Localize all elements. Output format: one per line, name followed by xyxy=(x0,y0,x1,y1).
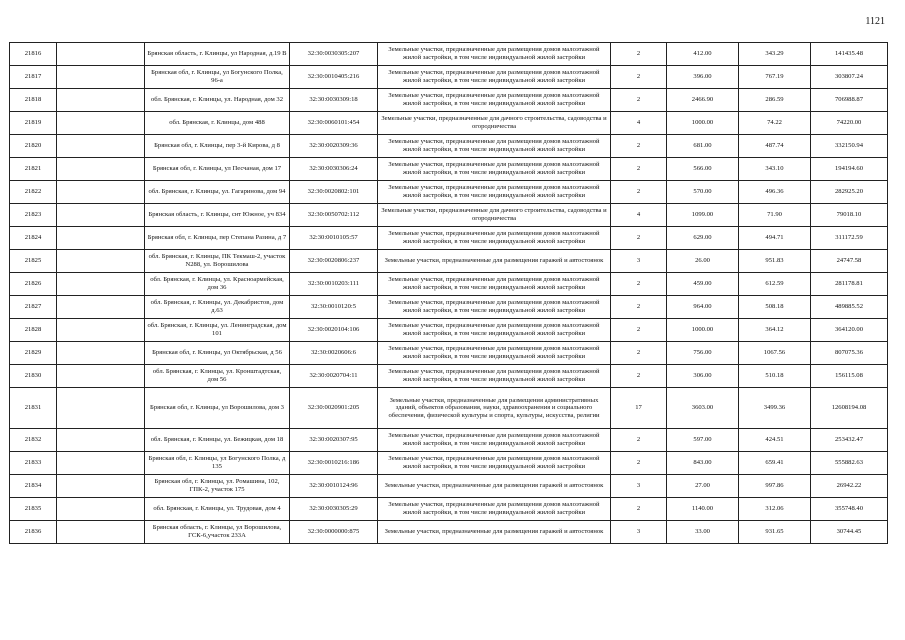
table-row xyxy=(10,227,888,250)
cadastral-number-cell: 32:30:0020806:237 xyxy=(290,250,378,273)
row-number-cell: 21831 xyxy=(10,388,57,429)
land-use-cell: Земельные участки, предназначенные для размещения домов малоэтажной жилой застройки, в том числе индивидуальной жилой застройки xyxy=(378,342,611,365)
land-use-cell: Земельные участки, предназначенные для размещения административных зданий, объектов образования, науки, здравоохранения и социального обеспечения, физической культуры и спорта, культуры, искусства, религии xyxy=(378,388,611,429)
row-number-cell: 21829 xyxy=(10,342,57,365)
cadastral-number-cell: 32:30:0020704:11 xyxy=(290,365,378,388)
row-number-cell: 21818 xyxy=(10,89,57,112)
cadastral-value-cell: 706988.87 xyxy=(811,89,888,112)
cadastral-number-cell: 32:30:0010216:186 xyxy=(290,452,378,475)
group-cell: 4 xyxy=(611,112,667,135)
empty-cell xyxy=(57,475,145,498)
table-row xyxy=(10,319,888,342)
cadastral-number-cell: 32:30:0020606:6 xyxy=(290,342,378,365)
table-row xyxy=(10,181,888,204)
group-cell: 2 xyxy=(611,135,667,158)
cadastral-number-cell: 32:30:0030305:29 xyxy=(290,498,378,521)
row-number-cell: 21816 xyxy=(10,43,57,66)
land-use-cell: Земельные участки, предназначенные для размещения домов малоэтажной жилой застройки, в том числе индивидуальной жилой застройки xyxy=(378,452,611,475)
specific-value-cell: 1067.56 xyxy=(739,342,811,365)
specific-value-cell: 343.10 xyxy=(739,158,811,181)
area-cell: 1000.00 xyxy=(667,319,739,342)
cadastral-value-cell: 807075.36 xyxy=(811,342,888,365)
land-use-cell: Земельные участки, предназначенные для дачного строительства, садоводства и огородничества xyxy=(378,204,611,227)
row-number-cell: 21824 xyxy=(10,227,57,250)
empty-cell xyxy=(57,521,145,544)
empty-cell xyxy=(57,227,145,250)
cadastral-value-cell: 253432.47 xyxy=(811,429,888,452)
land-use-cell: Земельные участки, предназначенные для размещения домов малоэтажной жилой застройки, в том числе индивидуальной жилой застройки xyxy=(378,365,611,388)
area-cell: 3603.00 xyxy=(667,388,739,429)
area-cell: 964.00 xyxy=(667,296,739,319)
group-cell: 2 xyxy=(611,158,667,181)
row-number-cell: 21826 xyxy=(10,273,57,296)
address-cell: Брянская обл, г. Клинцы, ул Песчаная, дом 17 xyxy=(145,158,290,181)
group-cell: 17 xyxy=(611,388,667,429)
specific-value-cell: 286.59 xyxy=(739,89,811,112)
area-cell: 33.00 xyxy=(667,521,739,544)
group-cell: 2 xyxy=(611,296,667,319)
group-cell: 2 xyxy=(611,227,667,250)
land-use-cell: Земельные участки, предназначенные для размещения домов малоэтажной жилой застройки, в том числе индивидуальной жилой застройки xyxy=(378,181,611,204)
empty-cell xyxy=(57,204,145,227)
cadastral-value-cell: 24747.58 xyxy=(811,250,888,273)
table-row xyxy=(10,273,888,296)
cadastral-number-cell: 32:30:0020309:36 xyxy=(290,135,378,158)
empty-cell xyxy=(57,43,145,66)
area-cell: 570.00 xyxy=(667,181,739,204)
page-number: 1121 xyxy=(865,16,885,27)
group-cell: 2 xyxy=(611,365,667,388)
cadastral-value-cell: 332150.94 xyxy=(811,135,888,158)
cadastral-number-cell: 32:30:0000000:875 xyxy=(290,521,378,544)
empty-cell xyxy=(57,112,145,135)
address-cell: обл. Брянская, г. Клинцы, ул. Трудовая, дом 4 xyxy=(145,498,290,521)
land-use-cell: Земельные участки, предназначенные для размещения гаражей и автостоянок xyxy=(378,250,611,273)
area-cell: 26.00 xyxy=(667,250,739,273)
empty-cell xyxy=(57,388,145,429)
land-use-cell: Земельные участки, предназначенные для размещения домов малоэтажной жилой застройки, в том числе индивидуальной жилой застройки xyxy=(378,158,611,181)
cadastral-number-cell: 32:30:0020104:106 xyxy=(290,319,378,342)
cadastral-value-cell: 194194.60 xyxy=(811,158,888,181)
table-row xyxy=(10,521,888,544)
empty-cell xyxy=(57,250,145,273)
table-row xyxy=(10,158,888,181)
area-cell: 597.00 xyxy=(667,429,739,452)
specific-value-cell: 71.90 xyxy=(739,204,811,227)
specific-value-cell: 494.71 xyxy=(739,227,811,250)
row-number-cell: 21828 xyxy=(10,319,57,342)
area-cell: 756.00 xyxy=(667,342,739,365)
cadastral-number-cell: 32:30:0060101:454 xyxy=(290,112,378,135)
cadastral-value-table xyxy=(9,42,888,544)
cadastral-number-cell: 32:30:0010405:216 xyxy=(290,66,378,89)
area-cell: 1000.00 xyxy=(667,112,739,135)
address-cell: Брянская обл, г. Клинцы, пер 3-й Кирова, д 8 xyxy=(145,135,290,158)
cadastral-value-cell: 156115.08 xyxy=(811,365,888,388)
specific-value-cell: 364.12 xyxy=(739,319,811,342)
table-row xyxy=(10,43,888,66)
cadastral-number-cell: 32:30:0010203:111 xyxy=(290,273,378,296)
cadastral-number-cell: 32:30:0010124:96 xyxy=(290,475,378,498)
address-cell: Брянская обл, г. Клинцы, пер Степана Разина, д 7 xyxy=(145,227,290,250)
group-cell: 2 xyxy=(611,498,667,521)
specific-value-cell: 508.18 xyxy=(739,296,811,319)
address-cell: Брянская область, г. Клинцы, ул Ворошилова, ГСК-6,участок 233А xyxy=(145,521,290,544)
group-cell: 3 xyxy=(611,475,667,498)
group-cell: 2 xyxy=(611,181,667,204)
empty-cell xyxy=(57,429,145,452)
address-cell: Брянская область, г. Клинцы, ул Народная, д.19 В xyxy=(145,43,290,66)
cadastral-value-cell: 303807.24 xyxy=(811,66,888,89)
address-cell: обл. Брянская, г. Клинцы, ул. Народная, дом 32 xyxy=(145,89,290,112)
area-cell: 459.00 xyxy=(667,273,739,296)
land-use-cell: Земельные участки, предназначенные для размещения гаражей и автостоянок xyxy=(378,521,611,544)
cadastral-number-cell: 32:30:0020307:95 xyxy=(290,429,378,452)
area-cell: 566.00 xyxy=(667,158,739,181)
row-number-cell: 21827 xyxy=(10,296,57,319)
empty-cell xyxy=(57,158,145,181)
area-cell: 1140.00 xyxy=(667,498,739,521)
empty-cell xyxy=(57,66,145,89)
row-number-cell: 21834 xyxy=(10,475,57,498)
specific-value-cell: 931.65 xyxy=(739,521,811,544)
address-cell: Брянская обл, г. Клинцы, ул Богунского Полка, 96-а xyxy=(145,66,290,89)
specific-value-cell: 74.22 xyxy=(739,112,811,135)
cadastral-value-cell: 311172.59 xyxy=(811,227,888,250)
cadastral-value-cell: 281178.81 xyxy=(811,273,888,296)
address-cell: обл. Брянская, г. Клинцы, ул. Бежицкая, дом 18 xyxy=(145,429,290,452)
land-use-cell: Земельные участки, предназначенные для размещения домов малоэтажной жилой застройки, в том числе индивидуальной жилой застройки xyxy=(378,89,611,112)
table-row xyxy=(10,135,888,158)
table-row xyxy=(10,250,888,273)
land-use-cell: Земельные участки, предназначенные для размещения домов малоэтажной жилой застройки, в том числе индивидуальной жилой застройки xyxy=(378,429,611,452)
specific-value-cell: 612.59 xyxy=(739,273,811,296)
address-cell: обл. Брянская, г. Клинцы, ул. Ленинградская, дом 101 xyxy=(145,319,290,342)
row-number-cell: 21821 xyxy=(10,158,57,181)
table-row xyxy=(10,388,888,429)
cadastral-number-cell: 32:30:0020901:205 xyxy=(290,388,378,429)
row-number-cell: 21822 xyxy=(10,181,57,204)
land-use-cell: Земельные участки, предназначенные для размещения домов малоэтажной жилой застройки, в том числе индивидуальной жилой застройки xyxy=(378,43,611,66)
address-cell: обл. Брянская, г. Клинцы, ул. Гагаринова, дом 94 xyxy=(145,181,290,204)
land-use-cell: Земельные участки, предназначенные для размещения гаражей и автостоянок xyxy=(378,475,611,498)
table-row xyxy=(10,204,888,227)
empty-cell xyxy=(57,452,145,475)
empty-cell xyxy=(57,319,145,342)
group-cell: 2 xyxy=(611,43,667,66)
area-cell: 412.00 xyxy=(667,43,739,66)
table-row xyxy=(10,475,888,498)
group-cell: 2 xyxy=(611,89,667,112)
area-cell: 629.00 xyxy=(667,227,739,250)
area-cell: 843.00 xyxy=(667,452,739,475)
cadastral-value-cell: 489885.52 xyxy=(811,296,888,319)
row-number-cell: 21832 xyxy=(10,429,57,452)
empty-cell xyxy=(57,296,145,319)
cadastral-value-cell: 141435.48 xyxy=(811,43,888,66)
area-cell: 27.00 xyxy=(667,475,739,498)
area-cell: 681.00 xyxy=(667,135,739,158)
address-cell: Брянская обл, г. Клинцы, ул Богунского Полка, д 135 xyxy=(145,452,290,475)
cadastral-value-cell: 282925.20 xyxy=(811,181,888,204)
specific-value-cell: 659.41 xyxy=(739,452,811,475)
address-cell: Брянская область, г. Клинцы, снт Южное, уч 834 xyxy=(145,204,290,227)
empty-cell xyxy=(57,181,145,204)
specific-value-cell: 496.36 xyxy=(739,181,811,204)
land-use-cell: Земельные участки, предназначенные для размещения домов малоэтажной жилой застройки, в том числе индивидуальной жилой застройки xyxy=(378,319,611,342)
empty-cell xyxy=(57,273,145,296)
table-row xyxy=(10,342,888,365)
cadastral-value-cell: 30744.45 xyxy=(811,521,888,544)
group-cell: 2 xyxy=(611,452,667,475)
table-row xyxy=(10,296,888,319)
area-cell: 2466.90 xyxy=(667,89,739,112)
empty-cell xyxy=(57,498,145,521)
land-use-cell: Земельные участки, предназначенные для дачного строительства, садоводства и огородничества xyxy=(378,112,611,135)
table-row xyxy=(10,89,888,112)
land-use-cell: Земельные участки, предназначенные для размещения домов малоэтажной жилой застройки, в том числе индивидуальной жилой застройки xyxy=(378,498,611,521)
address-cell: Брянская обл, г. Клинцы, ул Ворошилова, дом 3 xyxy=(145,388,290,429)
row-number-cell: 21825 xyxy=(10,250,57,273)
specific-value-cell: 767.19 xyxy=(739,66,811,89)
address-cell: Брянская обл, г. Клинцы, ул Октябрьская, д 56 xyxy=(145,342,290,365)
row-number-cell: 21819 xyxy=(10,112,57,135)
area-cell: 396.00 xyxy=(667,66,739,89)
table-row xyxy=(10,429,888,452)
cadastral-number-cell: 32:30:0020802:101 xyxy=(290,181,378,204)
specific-value-cell: 3499.36 xyxy=(739,388,811,429)
group-cell: 2 xyxy=(611,342,667,365)
group-cell: 3 xyxy=(611,250,667,273)
empty-cell xyxy=(57,365,145,388)
row-number-cell: 21833 xyxy=(10,452,57,475)
empty-cell xyxy=(57,135,145,158)
specific-value-cell: 343.29 xyxy=(739,43,811,66)
address-cell: обл. Брянская, г. Клинцы, ул. Красноармейская, дом 36 xyxy=(145,273,290,296)
address-cell: обл. Брянская, г. Клинцы, ул. Кронштадтская, дом 56 xyxy=(145,365,290,388)
row-number-cell: 21835 xyxy=(10,498,57,521)
row-number-cell: 21817 xyxy=(10,66,57,89)
specific-value-cell: 951.83 xyxy=(739,250,811,273)
group-cell: 2 xyxy=(611,429,667,452)
row-number-cell: 21820 xyxy=(10,135,57,158)
cadastral-value-cell: 364120.00 xyxy=(811,319,888,342)
cadastral-value-cell: 26942.22 xyxy=(811,475,888,498)
table-row xyxy=(10,112,888,135)
specific-value-cell: 997.86 xyxy=(739,475,811,498)
address-cell: обл. Брянская, г. Клинцы, ул. Декабристов, дом д.63 xyxy=(145,296,290,319)
cadastral-value-cell: 555882.63 xyxy=(811,452,888,475)
land-use-cell: Земельные участки, предназначенные для размещения домов малоэтажной жилой застройки, в том числе индивидуальной жилой застройки xyxy=(378,227,611,250)
row-number-cell: 21830 xyxy=(10,365,57,388)
cadastral-number-cell: 32:30:0050702:112 xyxy=(290,204,378,227)
group-cell: 2 xyxy=(611,66,667,89)
group-cell: 3 xyxy=(611,521,667,544)
area-cell: 1099.00 xyxy=(667,204,739,227)
land-use-cell: Земельные участки, предназначенные для размещения домов малоэтажной жилой застройки, в том числе индивидуальной жилой застройки xyxy=(378,135,611,158)
cadastral-value-cell: 355748.40 xyxy=(811,498,888,521)
land-use-cell: Земельные участки, предназначенные для размещения домов малоэтажной жилой застройки, в том числе индивидуальной жилой застройки xyxy=(378,66,611,89)
cadastral-number-cell: 32:30:0030306:24 xyxy=(290,158,378,181)
cadastral-value-cell: 12608194.08 xyxy=(811,388,888,429)
specific-value-cell: 510.18 xyxy=(739,365,811,388)
address-cell: обл. Брянская, г. Клинцы, ПК Текмаш-2, участок N288, ул. Ворошилова xyxy=(145,250,290,273)
cadastral-value-cell: 79018.10 xyxy=(811,204,888,227)
table-row xyxy=(10,498,888,521)
address-cell: обл. Брянская, г. Клинцы, дом 488 xyxy=(145,112,290,135)
cadastral-number-cell: 32:30:0030305:207 xyxy=(290,43,378,66)
group-cell: 2 xyxy=(611,319,667,342)
empty-cell xyxy=(57,342,145,365)
row-number-cell: 21823 xyxy=(10,204,57,227)
specific-value-cell: 312.06 xyxy=(739,498,811,521)
cadastral-value-cell: 74220.00 xyxy=(811,112,888,135)
table-row xyxy=(10,365,888,388)
table-row xyxy=(10,66,888,89)
land-use-cell: Земельные участки, предназначенные для размещения домов малоэтажной жилой застройки, в том числе индивидуальной жилой застройки xyxy=(378,296,611,319)
row-number-cell: 21836 xyxy=(10,521,57,544)
group-cell: 4 xyxy=(611,204,667,227)
group-cell: 2 xyxy=(611,273,667,296)
address-cell: Брянская обл, г. Клинцы, ул. Ромашина, 102, ГПК-2, участок 175 xyxy=(145,475,290,498)
land-use-cell: Земельные участки, предназначенные для размещения домов малоэтажной жилой застройки, в том числе индивидуальной жилой застройки xyxy=(378,273,611,296)
table-row xyxy=(10,452,888,475)
specific-value-cell: 424.51 xyxy=(739,429,811,452)
cadastral-number-cell: 32:30:0010120:5 xyxy=(290,296,378,319)
specific-value-cell: 487.74 xyxy=(739,135,811,158)
cadastral-number-cell: 32:30:0010105:57 xyxy=(290,227,378,250)
area-cell: 306.00 xyxy=(667,365,739,388)
empty-cell xyxy=(57,89,145,112)
cadastral-number-cell: 32:30:0030309:18 xyxy=(290,89,378,112)
